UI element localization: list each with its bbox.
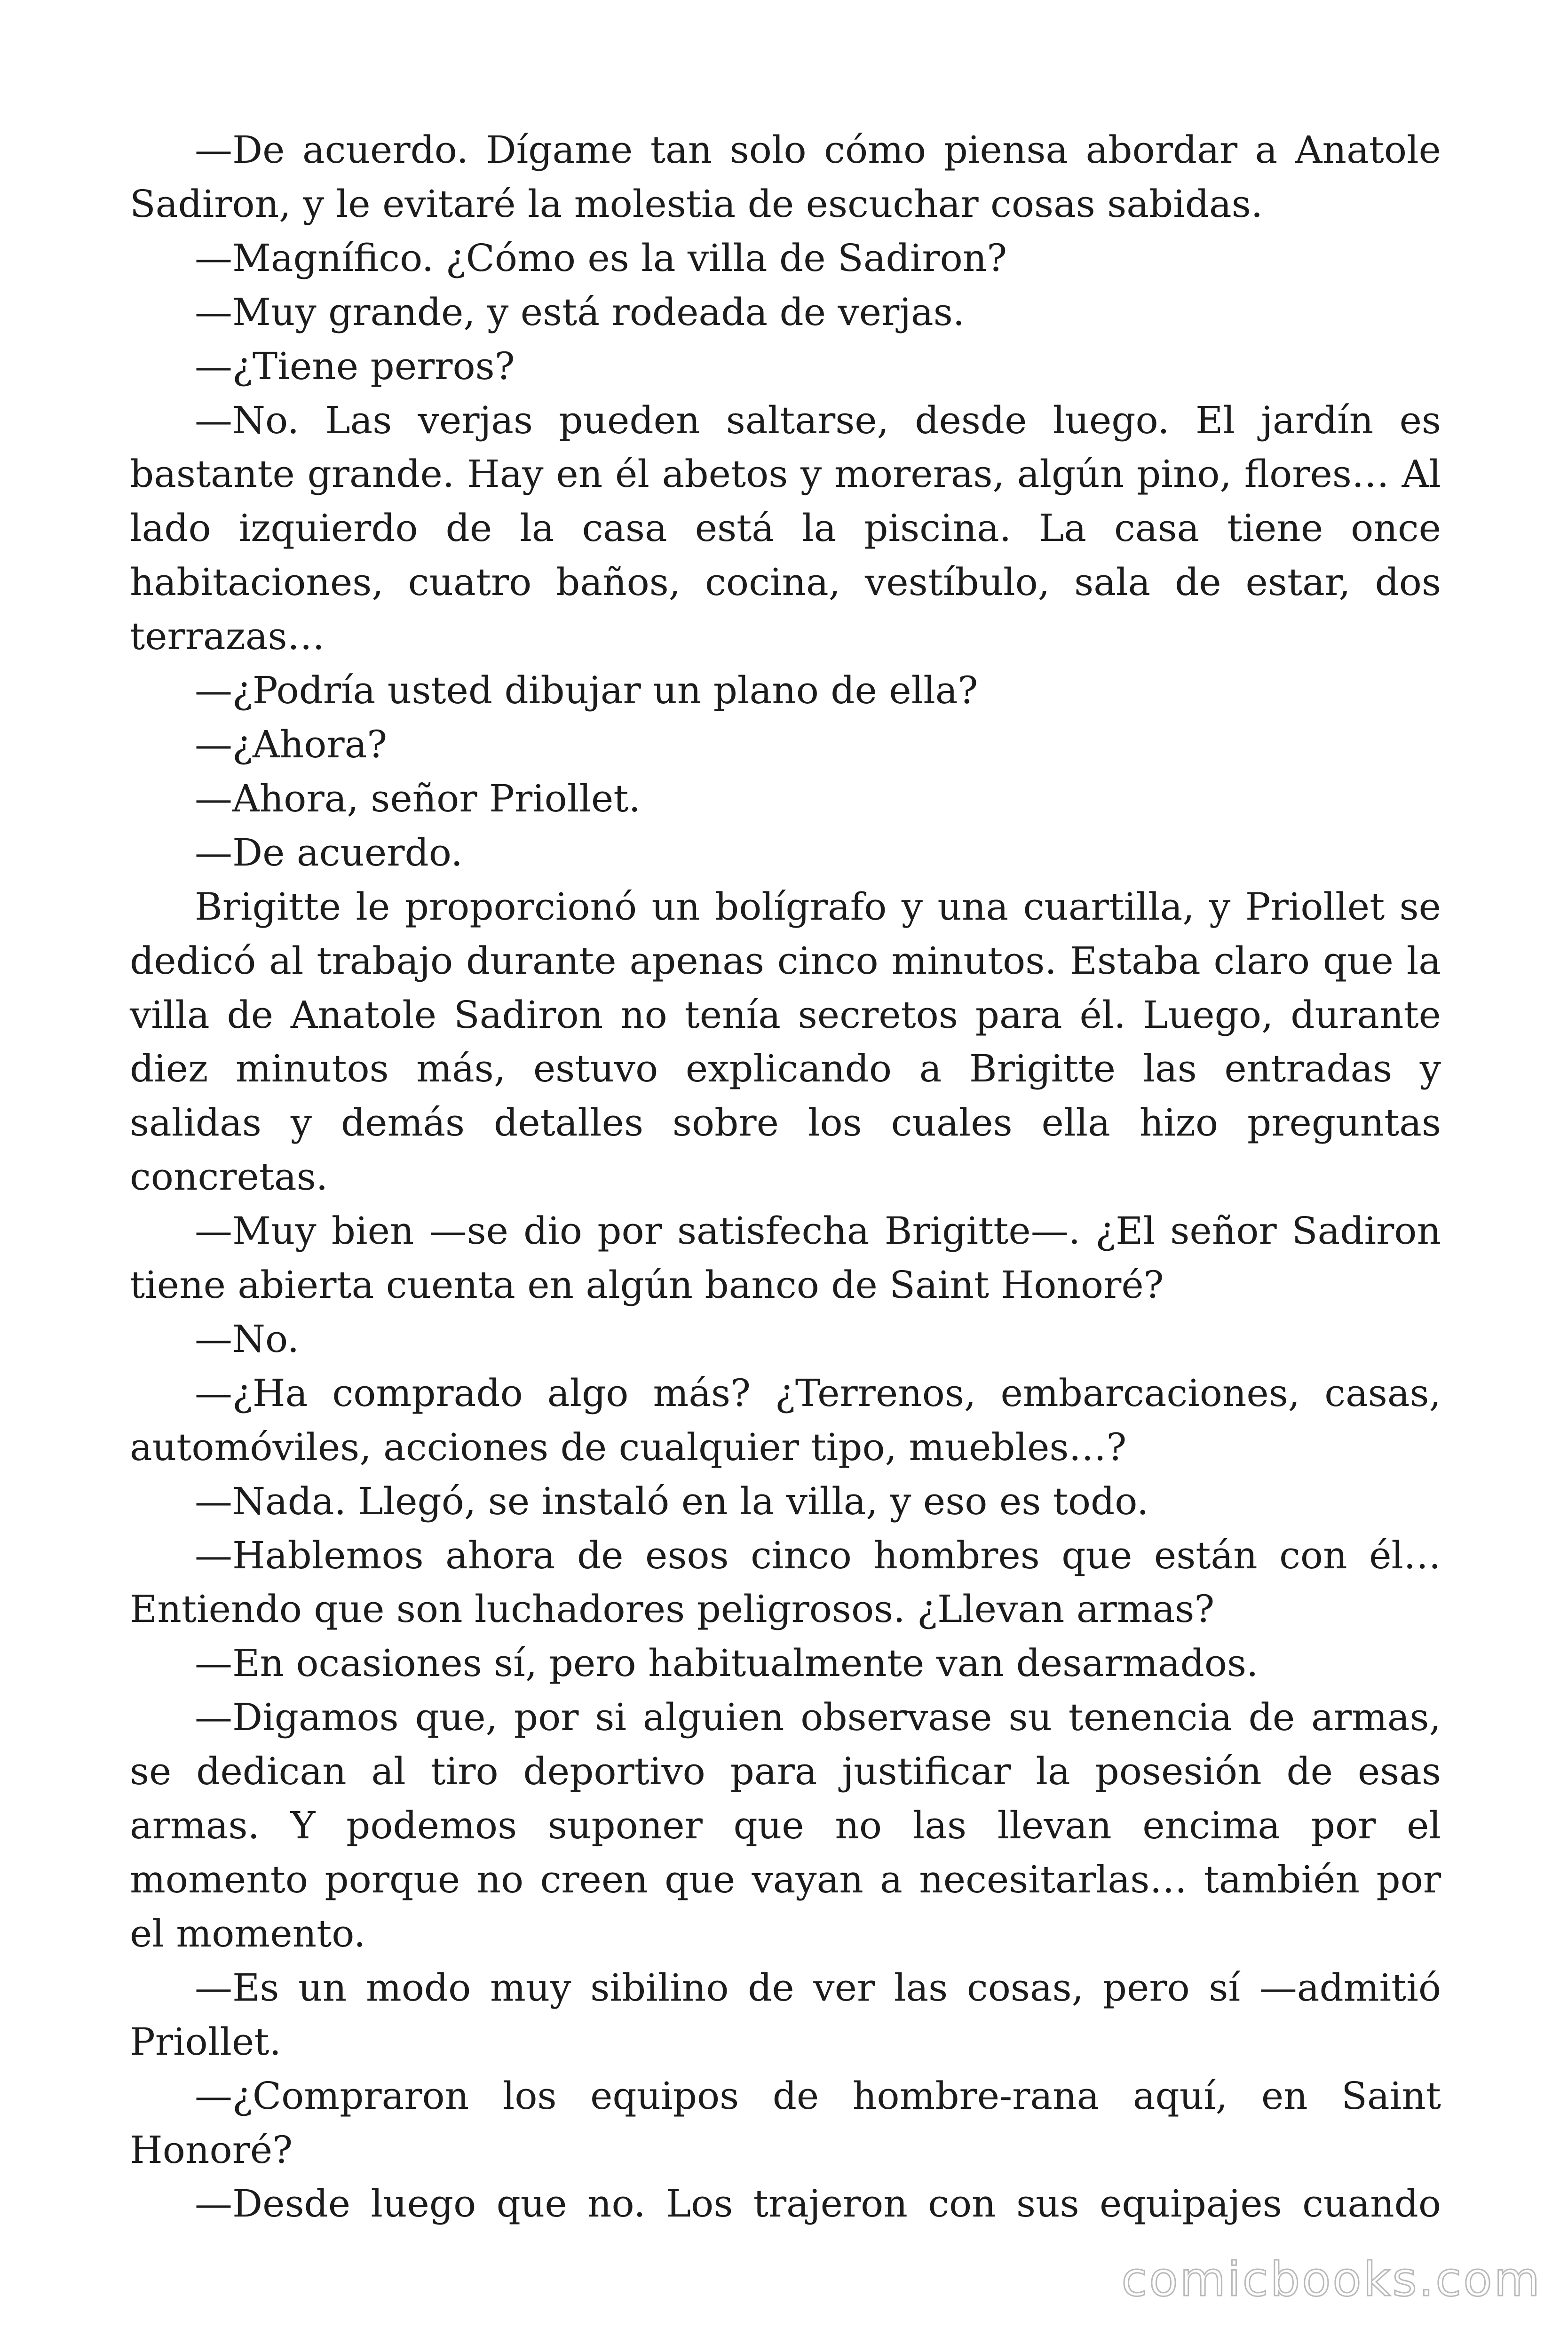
paragraph: Brigitte le proporcionó un bolígrafo y una cuartilla, y Priollet se dedicó al trabajo durante apenas cinco minutos. Estaba claro que la villa de Anatole Sadiron no tenía secretos para él. Luego, durante diez minutos más, estuvo explicando a Brigitte las entradas y salidas y demás detalles sobre los cuales ella hizo preguntas concretas. — [130, 884, 1441, 1199]
page-body-text — [130, 123, 1441, 2231]
paragraph: —Hablemos ahora de esos cinco hombres que están con él… Entiendo que son luchadores peligrosos. ¿Llevan armas? — [130, 1533, 1441, 1631]
paragraph: —De acuerdo. — [195, 830, 463, 874]
paragraph: —No. — [195, 1317, 300, 1361]
paragraph: —Muy bien —se dio por satisfecha Brigitte—. ¿El señor Sadiron tiene abierta cuenta en algún banco de Saint Honoré? — [130, 1209, 1441, 1307]
paragraph: —¿Ha comprado algo más? ¿Terrenos, embarcaciones, casas, automóviles, acciones de cualquier tipo, muebles…? — [130, 1371, 1441, 1469]
paragraph: —¿Compraron los equipos de hombre-rana aquí, en Saint Honoré? — [130, 2074, 1441, 2172]
paragraph: —Nada. Llegó, se instaló en la villa, y eso es todo. — [195, 1479, 1149, 1523]
paragraph: —¿Podría usted dibujar un plano de ella? — [195, 668, 978, 713]
paragraph: —De acuerdo. Dígame tan solo cómo piensa abordar a Anatole Sadiron, y le evitaré la molestia de escuchar cosas sabidas. — [130, 128, 1441, 226]
paragraph: —Ahora, señor Priollet. — [195, 776, 641, 820]
paragraph: —Desde luego que no. Los trajeron con sus equipajes cuando — [195, 2182, 1441, 2226]
watermark: comicbooks.com — [1121, 2252, 1542, 2307]
paragraph: —Magnífico. ¿Cómo es la villa de Sadiron? — [195, 236, 1007, 280]
paragraph: —En ocasiones sí, pero habitualmente van desarmados. — [195, 1641, 1259, 1685]
paragraph: —Es un modo muy sibilino de ver las cosas, pero sí —admitió Priollet. — [130, 1965, 1441, 2064]
paragraph: —¿Tiene perros? — [195, 344, 515, 388]
paragraph: —Digamos que, por si alguien observase su tenencia de armas, se dedican al tiro deportivo para justificar la posesión de esas armas. Y podemos suponer que no las llevan encima por el momento porque no creen que vayan a necesitarlas… también por el momento. — [130, 1695, 1441, 1955]
paragraph: —No. Las verjas pueden saltarse, desde luego. El jardín es bastante grande. Hay en él abetos y moreras, algún pino, flores… Al lado izquierdo de la casa está la piscina. La casa tiene once habitaciones, cuatro baños, cocina, vestíbulo, sala de estar, dos terrazas… — [130, 398, 1441, 659]
paragraph: —Muy grande, y está rodeada de verjas. — [195, 290, 965, 334]
paragraph: —¿Ahora? — [195, 722, 388, 766]
